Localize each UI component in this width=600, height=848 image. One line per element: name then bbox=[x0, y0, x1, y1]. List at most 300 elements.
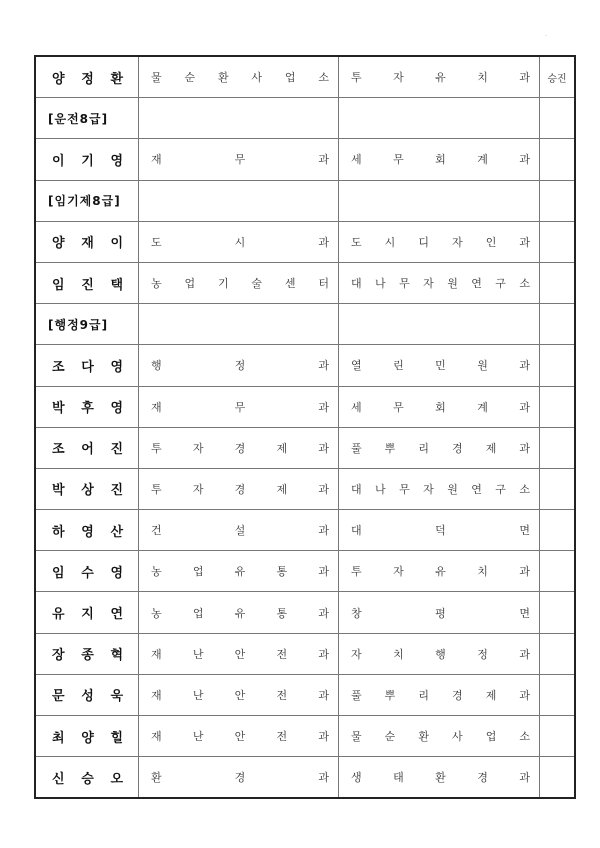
department-name bbox=[139, 646, 338, 662]
character: 자 bbox=[192, 441, 204, 455]
character: 과 bbox=[519, 400, 530, 414]
character: 유 bbox=[234, 606, 246, 620]
character: 이 bbox=[52, 153, 65, 169]
character: 업 bbox=[284, 71, 296, 85]
person-name bbox=[36, 438, 138, 457]
name-cell bbox=[35, 180, 139, 221]
character: 인 bbox=[485, 235, 497, 249]
character: 진 bbox=[81, 277, 94, 293]
previous-department-cell bbox=[139, 386, 339, 427]
character: 업 bbox=[485, 730, 497, 744]
character: 과 bbox=[318, 359, 329, 373]
department-name bbox=[139, 605, 338, 621]
department-name bbox=[139, 522, 338, 538]
department-name bbox=[139, 769, 338, 785]
previous-department-cell bbox=[139, 56, 339, 98]
department-name bbox=[339, 399, 539, 415]
character: 재 bbox=[81, 236, 94, 252]
grade-header-row bbox=[35, 304, 575, 345]
character: 과 bbox=[318, 400, 329, 414]
character: 연 bbox=[471, 482, 482, 496]
character: 영 bbox=[110, 359, 123, 375]
character: 면 bbox=[519, 606, 530, 620]
table-row bbox=[35, 674, 575, 715]
character: 어 bbox=[81, 442, 94, 458]
character: 종 bbox=[81, 648, 94, 664]
name-cell bbox=[35, 674, 139, 715]
character: 세 bbox=[351, 400, 362, 414]
character: 유 bbox=[52, 607, 65, 623]
name-cell bbox=[35, 427, 139, 468]
character: 뿌 bbox=[384, 688, 396, 702]
character: 나 bbox=[375, 277, 386, 291]
character: 과 bbox=[318, 235, 329, 249]
character: 투 bbox=[351, 565, 362, 579]
character: 재 bbox=[151, 688, 162, 702]
character: 박 bbox=[52, 483, 65, 499]
character: 구 bbox=[495, 277, 506, 291]
person-name bbox=[36, 356, 138, 375]
character: 제 bbox=[485, 441, 497, 455]
department-name bbox=[339, 357, 539, 373]
character: 농 bbox=[151, 277, 162, 291]
previous-department-cell bbox=[139, 716, 339, 757]
previous-department-cell bbox=[139, 510, 339, 551]
name-cell bbox=[35, 716, 139, 757]
character: 생 bbox=[351, 771, 362, 785]
note-cell bbox=[540, 468, 576, 509]
character: 시 bbox=[384, 235, 396, 249]
grade-label: [행정9급] bbox=[48, 317, 109, 332]
department-name bbox=[339, 728, 539, 744]
table-row bbox=[35, 139, 575, 180]
note-cell bbox=[540, 716, 576, 757]
note-cell bbox=[540, 262, 576, 303]
character: 원 bbox=[447, 482, 458, 496]
character: 무 bbox=[234, 153, 246, 167]
remark-text: 승진 bbox=[547, 73, 567, 85]
note-cell bbox=[540, 56, 576, 98]
character: 자 bbox=[423, 277, 434, 291]
character: 기 bbox=[217, 277, 229, 291]
character: 회 bbox=[435, 153, 446, 167]
character: 제 bbox=[276, 441, 288, 455]
new-department-cell bbox=[339, 592, 540, 633]
previous-department-cell bbox=[139, 633, 339, 674]
new-department-cell bbox=[339, 386, 540, 427]
name-cell bbox=[35, 551, 139, 592]
note-cell bbox=[540, 221, 576, 262]
character: 사 bbox=[452, 730, 463, 744]
character: 조 bbox=[52, 442, 65, 458]
character: 경 bbox=[452, 441, 463, 455]
character: 최 bbox=[52, 730, 65, 746]
character: 센 bbox=[284, 277, 296, 291]
previous-department-cell bbox=[139, 674, 339, 715]
previous-department-cell bbox=[139, 262, 339, 303]
department-name bbox=[339, 234, 539, 250]
person-name bbox=[36, 397, 138, 416]
department-name bbox=[339, 275, 539, 291]
new-department-cell bbox=[339, 98, 540, 139]
character: 지 bbox=[81, 607, 94, 623]
character: 농 bbox=[151, 606, 162, 620]
character: 문 bbox=[52, 689, 65, 705]
character: 경 bbox=[452, 688, 463, 702]
character: 업 bbox=[192, 606, 204, 620]
character: 치 bbox=[393, 647, 404, 661]
previous-department-cell bbox=[139, 139, 339, 180]
name-cell bbox=[35, 139, 139, 180]
character: 원 bbox=[447, 277, 458, 291]
character: 조 bbox=[52, 359, 65, 375]
character: 대 bbox=[351, 482, 362, 496]
character: 양 bbox=[52, 236, 65, 252]
table-row bbox=[35, 757, 575, 799]
name-cell bbox=[35, 262, 139, 303]
character: 도 bbox=[151, 235, 162, 249]
character: 과 bbox=[318, 771, 329, 785]
table-row bbox=[35, 716, 575, 757]
character: 무 bbox=[399, 482, 410, 496]
character: 자 bbox=[393, 71, 404, 85]
personnel-transfer-sheet bbox=[34, 55, 571, 799]
character: 난 bbox=[192, 647, 204, 661]
name-cell bbox=[35, 510, 139, 551]
department-name bbox=[139, 728, 338, 744]
character: 도 bbox=[351, 235, 362, 249]
character: 사 bbox=[251, 71, 263, 85]
character: 행 bbox=[435, 647, 446, 661]
department-name bbox=[339, 687, 539, 703]
character: 전 bbox=[276, 688, 288, 702]
character: 소 bbox=[519, 482, 530, 496]
character: 다 bbox=[81, 359, 94, 375]
character: 제 bbox=[276, 482, 288, 496]
character: 정 bbox=[234, 359, 246, 373]
character: 유 bbox=[234, 565, 246, 579]
character: 연 bbox=[471, 277, 482, 291]
character: 술 bbox=[251, 277, 263, 291]
new-department-cell bbox=[339, 56, 540, 98]
character: 과 bbox=[519, 565, 530, 579]
department-name bbox=[339, 563, 539, 579]
department-name bbox=[139, 687, 338, 703]
previous-department-cell bbox=[139, 304, 339, 345]
character: 산 bbox=[110, 524, 123, 540]
note-cell bbox=[540, 674, 576, 715]
character: 경 bbox=[477, 771, 488, 785]
person-name bbox=[36, 521, 138, 540]
character: 풀 bbox=[351, 441, 362, 455]
department-name bbox=[139, 69, 338, 85]
note-cell bbox=[540, 98, 576, 139]
name-cell bbox=[35, 757, 139, 799]
table-row bbox=[35, 345, 575, 386]
name-cell bbox=[35, 345, 139, 386]
character: 소 bbox=[519, 730, 530, 744]
note-cell bbox=[540, 345, 576, 386]
character: 계 bbox=[477, 400, 488, 414]
department-name bbox=[339, 69, 539, 85]
character: 난 bbox=[192, 688, 204, 702]
character: 박 bbox=[52, 401, 65, 417]
character: 욱 bbox=[110, 689, 123, 705]
previous-department-cell bbox=[139, 551, 339, 592]
department-name bbox=[339, 522, 539, 538]
person-name bbox=[36, 232, 138, 251]
character: 난 bbox=[192, 730, 204, 744]
character: 무 bbox=[399, 277, 410, 291]
previous-department-cell bbox=[139, 345, 339, 386]
character: 장 bbox=[52, 648, 65, 664]
character: 경 bbox=[234, 441, 246, 455]
new-department-cell bbox=[339, 304, 540, 345]
character: 물 bbox=[351, 730, 362, 744]
department-name bbox=[139, 234, 338, 250]
character: 투 bbox=[151, 441, 162, 455]
character: 소 bbox=[519, 277, 530, 291]
character: 물 bbox=[151, 71, 162, 85]
character: 재 bbox=[151, 153, 162, 167]
department-name bbox=[139, 399, 338, 415]
character: 소 bbox=[318, 71, 329, 85]
character: 통 bbox=[276, 606, 288, 620]
department-name bbox=[339, 605, 539, 621]
character: 평 bbox=[435, 606, 446, 620]
character: 신 bbox=[52, 771, 65, 787]
name-cell bbox=[35, 386, 139, 427]
character: 리 bbox=[418, 688, 429, 702]
grade-label: [임기제8급] bbox=[48, 194, 121, 209]
person-name bbox=[36, 562, 138, 581]
character: 자 bbox=[351, 647, 362, 661]
character: 연 bbox=[110, 607, 123, 623]
character: 과 bbox=[318, 688, 329, 702]
new-department-cell bbox=[339, 427, 540, 468]
new-department-cell bbox=[339, 757, 540, 799]
character: 무 bbox=[234, 400, 246, 414]
character: 과 bbox=[519, 153, 530, 167]
character: 후 bbox=[81, 401, 94, 417]
character: 안 bbox=[234, 688, 246, 702]
department-name bbox=[339, 646, 539, 662]
character: 무 bbox=[393, 400, 404, 414]
department-name bbox=[339, 481, 539, 497]
name-cell bbox=[35, 56, 139, 98]
character: 자 bbox=[393, 565, 404, 579]
character: 임 bbox=[52, 565, 65, 581]
note-cell bbox=[540, 139, 576, 180]
table-row bbox=[35, 592, 575, 633]
character: 환 bbox=[151, 771, 162, 785]
table-row bbox=[35, 427, 575, 468]
name-cell bbox=[35, 592, 139, 633]
character: 진 bbox=[110, 483, 123, 499]
table-row bbox=[35, 468, 575, 509]
character: 과 bbox=[519, 359, 530, 373]
note-cell bbox=[540, 757, 576, 799]
character: 과 bbox=[318, 565, 329, 579]
previous-department-cell bbox=[139, 427, 339, 468]
new-department-cell bbox=[339, 180, 540, 221]
character: 전 bbox=[276, 647, 288, 661]
table-row bbox=[35, 386, 575, 427]
character: 재 bbox=[151, 400, 162, 414]
department-name bbox=[139, 440, 338, 456]
character: 과 bbox=[519, 688, 530, 702]
character: 승 bbox=[81, 771, 94, 787]
person-name bbox=[36, 150, 138, 169]
name-cell bbox=[35, 221, 139, 262]
character: 전 bbox=[276, 730, 288, 744]
character: 농 bbox=[151, 565, 162, 579]
character: 환 bbox=[217, 71, 229, 85]
table-row bbox=[35, 633, 575, 674]
department-name bbox=[139, 151, 338, 167]
character: 과 bbox=[318, 730, 329, 744]
character: 업 bbox=[184, 277, 196, 291]
character: 진 bbox=[110, 442, 123, 458]
table-row bbox=[35, 221, 575, 262]
previous-department-cell bbox=[139, 468, 339, 509]
character: 민 bbox=[435, 359, 446, 373]
new-department-cell bbox=[339, 468, 540, 509]
person-name bbox=[36, 727, 138, 746]
person-name bbox=[36, 274, 138, 293]
character: 임 bbox=[52, 277, 65, 293]
character: 환 bbox=[110, 71, 123, 87]
department-name bbox=[139, 563, 338, 579]
character: 자 bbox=[423, 482, 434, 496]
note-cell bbox=[540, 633, 576, 674]
new-department-cell bbox=[339, 139, 540, 180]
character: 터 bbox=[318, 277, 329, 291]
previous-department-cell bbox=[139, 98, 339, 139]
character: 통 bbox=[276, 565, 288, 579]
department-name bbox=[339, 440, 539, 456]
character: 과 bbox=[318, 482, 329, 496]
character: 상 bbox=[81, 483, 94, 499]
character: 회 bbox=[435, 400, 446, 414]
character: 순 bbox=[384, 730, 396, 744]
character: 양 bbox=[52, 71, 65, 87]
previous-department-cell bbox=[139, 592, 339, 633]
character: 무 bbox=[393, 153, 404, 167]
new-department-cell bbox=[339, 551, 540, 592]
character: 오 bbox=[110, 771, 123, 787]
name-cell bbox=[35, 98, 139, 139]
character: 환 bbox=[435, 771, 446, 785]
grade-label: [운전8급] bbox=[48, 111, 109, 126]
character: 시 bbox=[234, 235, 246, 249]
character: 투 bbox=[151, 482, 162, 496]
grade-header-row bbox=[35, 98, 575, 139]
character: 안 bbox=[234, 647, 246, 661]
character: 하 bbox=[52, 524, 65, 540]
character: 환 bbox=[418, 730, 429, 744]
character: 제 bbox=[485, 688, 497, 702]
character: 유 bbox=[435, 565, 446, 579]
character: 재 bbox=[151, 647, 162, 661]
character: 디 bbox=[418, 235, 429, 249]
character: 대 bbox=[351, 524, 362, 538]
character: 순 bbox=[184, 71, 196, 85]
table-row bbox=[35, 551, 575, 592]
character: 과 bbox=[519, 441, 530, 455]
corner-mark: · bbox=[545, 32, 548, 40]
character: 기 bbox=[81, 153, 94, 169]
character: 과 bbox=[318, 524, 329, 538]
character: 덕 bbox=[435, 524, 446, 538]
note-cell bbox=[540, 180, 576, 221]
character: 경 bbox=[234, 482, 246, 496]
character: 혁 bbox=[110, 648, 123, 664]
note-cell bbox=[540, 304, 576, 345]
table-row bbox=[35, 56, 575, 98]
note-cell bbox=[540, 592, 576, 633]
character: 과 bbox=[519, 71, 530, 85]
character: 구 bbox=[495, 482, 506, 496]
person-name bbox=[36, 768, 138, 787]
character: 과 bbox=[519, 647, 530, 661]
character: 열 bbox=[351, 359, 362, 373]
personnel-table bbox=[34, 55, 576, 799]
character: 린 bbox=[393, 359, 404, 373]
character: 나 bbox=[375, 482, 386, 496]
character: 과 bbox=[318, 441, 329, 455]
new-department-cell bbox=[339, 633, 540, 674]
new-department-cell bbox=[339, 510, 540, 551]
new-department-cell bbox=[339, 716, 540, 757]
table-row bbox=[35, 262, 575, 303]
character: 뿌 bbox=[384, 441, 396, 455]
character: 과 bbox=[318, 606, 329, 620]
character: 행 bbox=[151, 359, 162, 373]
character: 원 bbox=[477, 359, 488, 373]
new-department-cell bbox=[339, 674, 540, 715]
personnel-table-body bbox=[35, 56, 575, 798]
character: 양 bbox=[81, 730, 94, 746]
name-cell bbox=[35, 468, 139, 509]
character: 치 bbox=[477, 565, 488, 579]
character: 과 bbox=[318, 647, 329, 661]
character: 치 bbox=[477, 71, 488, 85]
character: 대 bbox=[351, 277, 362, 291]
person-name bbox=[36, 68, 138, 87]
character: 영 bbox=[110, 153, 123, 169]
character: 리 bbox=[418, 441, 429, 455]
character: 업 bbox=[192, 565, 204, 579]
character: 정 bbox=[477, 647, 488, 661]
department-name bbox=[139, 481, 338, 497]
grade-header-row bbox=[35, 180, 575, 221]
name-cell bbox=[35, 633, 139, 674]
character: 힐 bbox=[110, 730, 123, 746]
table-row bbox=[35, 510, 575, 551]
character: 세 bbox=[351, 153, 362, 167]
character: 수 bbox=[81, 565, 94, 581]
note-cell bbox=[540, 551, 576, 592]
person-name bbox=[36, 603, 138, 622]
character: 안 bbox=[234, 730, 246, 744]
character: 유 bbox=[435, 71, 446, 85]
character: 태 bbox=[393, 771, 404, 785]
character: 설 bbox=[234, 524, 246, 538]
character: 자 bbox=[192, 482, 204, 496]
previous-department-cell bbox=[139, 180, 339, 221]
department-name bbox=[339, 151, 539, 167]
